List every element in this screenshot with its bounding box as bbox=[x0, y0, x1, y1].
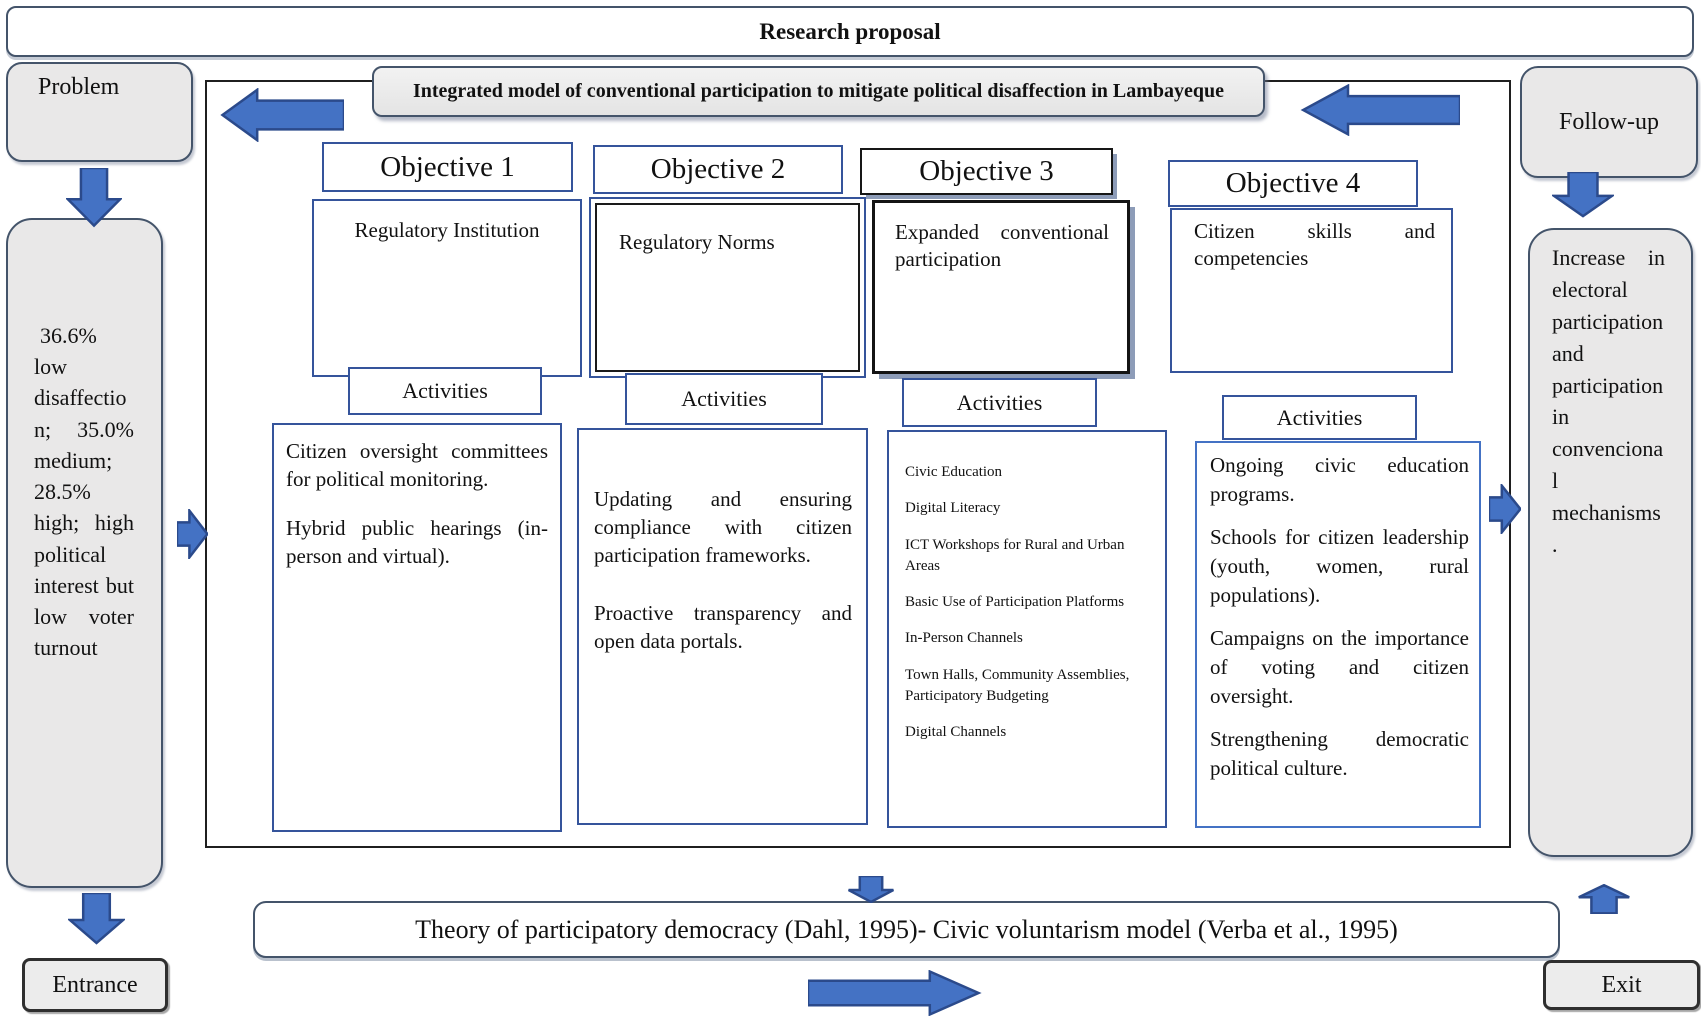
activity-item: Campaigns on the importance of voting and citizen oversight. bbox=[1210, 625, 1469, 708]
activity-item: Ongoing civic education programs. bbox=[1210, 453, 1469, 506]
activity-item: Proactive transparency and open data portals. bbox=[594, 600, 852, 653]
exit-box: Exit bbox=[1543, 960, 1700, 1010]
arrow-left-icon bbox=[220, 88, 344, 142]
arrow-right-icon bbox=[808, 970, 982, 1016]
activity-item: Updating and ensuring compliance with citizen participation frameworks. bbox=[594, 487, 852, 567]
entrance-box: Entrance bbox=[22, 958, 168, 1012]
arrow-right-icon bbox=[177, 509, 208, 559]
objective-4-topic bbox=[1170, 208, 1453, 373]
objective-2-label: Objective 2 bbox=[593, 145, 843, 194]
activity-item: ICT Workshops for Rural and Urban Areas bbox=[905, 536, 1125, 574]
activities-1-content bbox=[272, 423, 562, 832]
outcome-box: Increase in electoral participation and participation in convencional mechanisms. bbox=[1528, 228, 1693, 857]
activity-item: Strengthening democratic political culture. bbox=[1210, 726, 1469, 780]
objective-1-topic bbox=[312, 199, 582, 377]
objective-2-topic-text: Regulatory Norms bbox=[619, 230, 775, 254]
objective-3-label: Objective 3 bbox=[860, 148, 1113, 195]
arrow-left-icon bbox=[1300, 84, 1460, 136]
activity-item: Town Halls, Community Assemblies, Participatory Budgeting bbox=[905, 666, 1130, 705]
activities-3-content bbox=[887, 430, 1167, 828]
activity-item: Hybrid public hearings (in-person and virtual). bbox=[286, 515, 548, 568]
objective-4-label: Objective 4 bbox=[1168, 160, 1418, 207]
activities-2-content bbox=[577, 428, 868, 825]
activity-item: Basic Use of Participation Platforms bbox=[905, 594, 1125, 611]
activities-4-content bbox=[1195, 441, 1481, 828]
activity-item: Civic Education bbox=[905, 464, 1003, 480]
activities-4-label: Activities bbox=[1222, 395, 1417, 440]
objective-3-topic bbox=[872, 200, 1130, 374]
arrow-down-icon bbox=[1552, 172, 1614, 218]
activity-item: Digital Literacy bbox=[905, 500, 1001, 517]
page-title: Research proposal bbox=[6, 6, 1694, 57]
followup-box: Follow-up bbox=[1520, 66, 1698, 178]
activity-item: Digital Channels bbox=[905, 724, 1007, 741]
activity-item: Citizen oversight committees for political monitoring. bbox=[286, 439, 548, 491]
arrow-up-icon bbox=[1577, 884, 1631, 914]
arrow-down-icon bbox=[66, 168, 122, 228]
activities-1-label: Activities bbox=[348, 367, 542, 415]
activities-2-label: Activities bbox=[625, 373, 823, 425]
objective-1-topic-text: Regulatory Institution bbox=[354, 218, 540, 242]
theory-box: Theory of participatory democracy (Dahl, 1995)- Civic voluntarism model (Verba et al., 1995) bbox=[253, 901, 1560, 958]
objective-1-label: Objective 1 bbox=[322, 142, 573, 192]
activity-item: In-Person Channels bbox=[905, 630, 1023, 647]
activities-3-label: Activities bbox=[902, 378, 1097, 427]
problem-stats-box: 36.6% low disaffection; 35.0% medium; 28.5% high; high political interest but low voter turnout bbox=[6, 218, 163, 888]
objective-4-topic-text: Citizen skills and competencies bbox=[1194, 219, 1435, 271]
objective-3-topic-text: Expanded conventional participation bbox=[895, 220, 1109, 272]
arrow-down-icon bbox=[68, 893, 125, 945]
arrow-right-icon bbox=[1489, 484, 1521, 534]
objective-2-topic bbox=[595, 203, 860, 372]
problem-box: Problem bbox=[6, 62, 193, 162]
activity-item: Schools for citizen leadership (youth, women, rural populations). bbox=[1210, 524, 1469, 607]
model-header: Integrated model of conventional participation to mitigate political disaffection in Lambayeque bbox=[372, 66, 1265, 117]
arrow-down-icon bbox=[847, 876, 895, 903]
